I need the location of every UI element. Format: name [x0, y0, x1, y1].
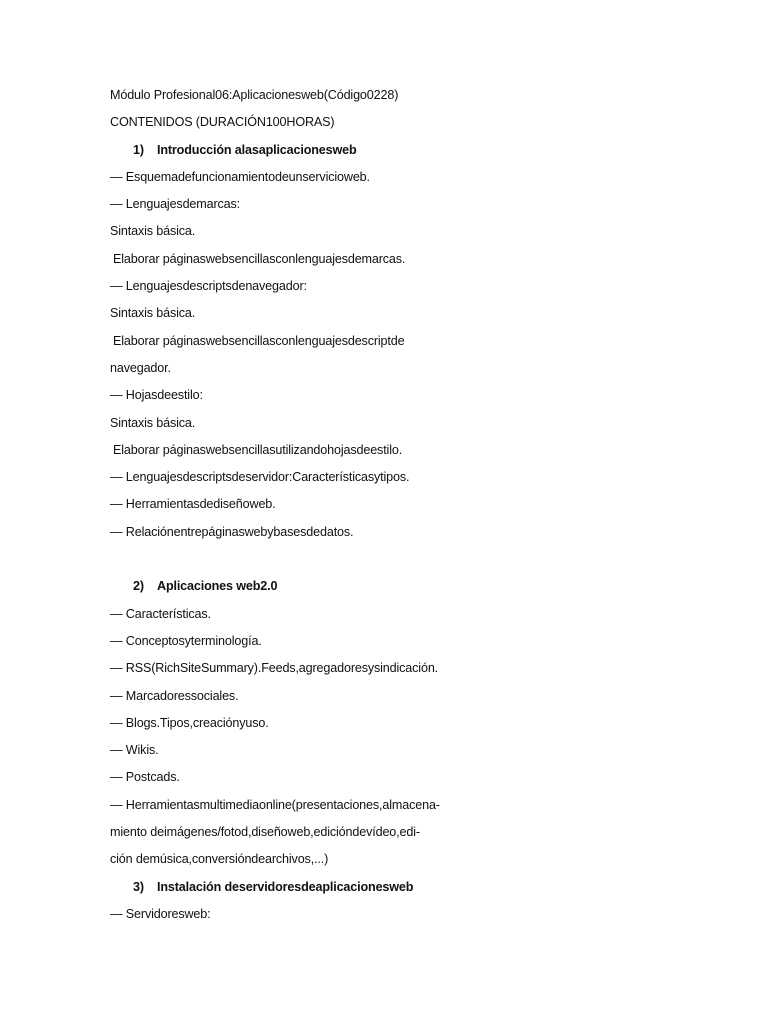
section-title: Introducción alasaplicacionesweb [157, 142, 357, 157]
section-number: 1) [133, 142, 144, 157]
content-line: — Lenguajesdemarcas: [110, 197, 241, 212]
content-line: — Herramientasmultimediaonline(presentaciones,almacena- [110, 797, 440, 812]
section-spacer [110, 550, 730, 577]
content-line: — Servidoresweb: [110, 906, 211, 921]
content-line: — Blogs.Tipos,creaciónyuso. [110, 715, 269, 730]
section-number: 2) [133, 579, 144, 594]
content-line: Sintaxis básica. [110, 306, 196, 321]
document-subtitle: CONTENIDOS (DURACIÓN100HORAS) [110, 115, 335, 130]
content-line: miento deimágenes/fotod,diseñoweb,edicióndevídeo,edi- [110, 825, 420, 840]
content-line: navegador. [110, 360, 171, 375]
content-line: — Marcadoressociales. [110, 688, 239, 703]
content-line: — Conceptosyterminología. [110, 633, 262, 648]
content-line: ción demúsica,conversióndearchivos,...) [110, 852, 329, 867]
content-line: — Lenguajesdescriptsdeservidor:Característicasytipos. [110, 470, 410, 485]
section-heading-3 [110, 878, 730, 905]
section-heading-1 [110, 141, 730, 168]
content-line: Sintaxis básica. [110, 415, 196, 430]
section-title: Aplicaciones web2.0 [157, 579, 278, 594]
content-line: Elaborar páginaswebsencillasconlenguajesdemarcas. [113, 251, 406, 266]
content-line: — Wikis. [110, 743, 159, 758]
content-line: — Características. [110, 606, 211, 621]
content-line: — Hojasdeestilo: [110, 388, 203, 403]
content-line: Sintaxis básica. [110, 224, 196, 239]
document-title: Módulo Profesional06:Aplicacionesweb(Código0228) [110, 88, 399, 102]
section-number: 3) [133, 879, 144, 894]
content-line: Elaborar páginaswebsencillasconlenguajesdescriptde [113, 333, 405, 348]
content-line: — Lenguajesdescriptsdenavegador: [110, 279, 307, 294]
content-line: — RSS(RichSiteSummary).Feeds,agregadoresysindicación. [110, 661, 439, 676]
document-page [110, 86, 730, 932]
content-line: — Relaciónentrepáginaswebybasesdedatos. [110, 524, 354, 539]
content-line: — Esquemadefuncionamientodeunserviciowеb. [110, 169, 370, 184]
section-title: Instalación deservidoresdeaplicacionesweb [157, 879, 414, 894]
content-line: — Herramientasdediseñoweb. [110, 497, 276, 512]
content-line: Elaborar páginaswebsencillasutilizandohojasdeestilo. [113, 442, 403, 457]
content-line: — Postcads. [110, 770, 180, 785]
section-heading-2 [110, 577, 730, 604]
